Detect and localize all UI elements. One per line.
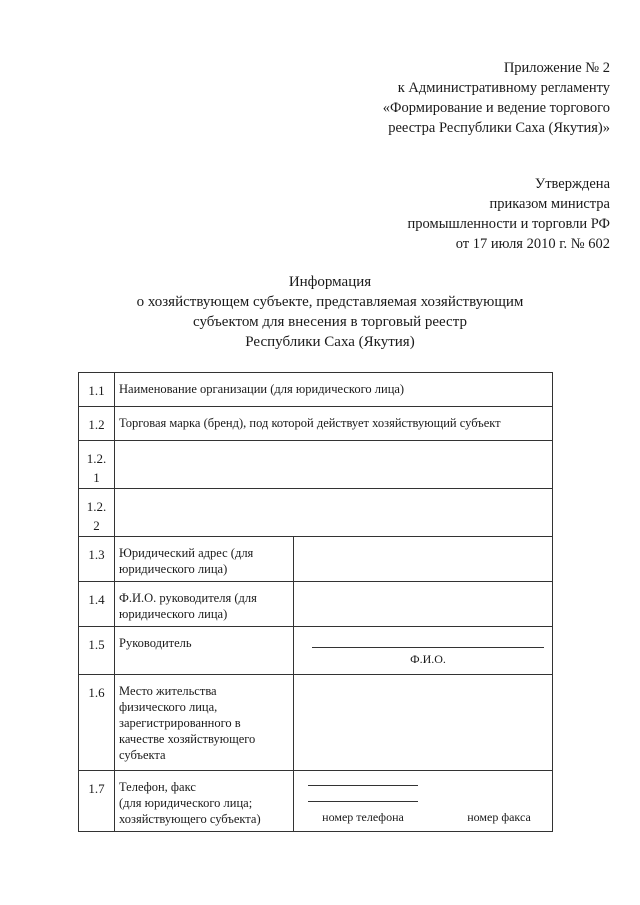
value-cell[interactable] (115, 489, 553, 537)
phone-line (308, 801, 418, 802)
phone-caption: номер телефона (322, 810, 404, 824)
appendix-line: к Административному регламенту (397, 80, 610, 96)
row-number: 1.4 (79, 582, 115, 627)
phone-fax-cell[interactable] (294, 771, 553, 832)
value-cell[interactable] (294, 582, 553, 627)
label-line: юридического лица) (119, 607, 228, 621)
label-line: (для юридического лица; (119, 796, 253, 810)
row-number (79, 441, 115, 489)
row-number: 1.5 (79, 627, 115, 675)
title-line: субъектом для внесения в торговый реестр (193, 314, 467, 330)
title-line: Республики Саха (Якутия) (245, 334, 415, 350)
label-line: Юридический адрес (для (119, 546, 254, 560)
row-number: 1.7 (79, 771, 115, 832)
value-cell[interactable] (115, 441, 553, 489)
document-title (60, 272, 600, 352)
title-line: Информация (288, 274, 372, 290)
signature-cell[interactable] (294, 627, 553, 675)
form-row (79, 627, 553, 675)
label-line: хозяйствующего субъекта) (119, 812, 261, 826)
label-line: Ф.И.О. руководителя (для (119, 591, 257, 605)
form-row (79, 675, 553, 771)
fio-caption: Ф.И.О. (410, 652, 446, 666)
row-number-part: 1.2. (86, 499, 107, 514)
label-line: качестве хозяйствующего (119, 732, 256, 746)
form-row (79, 489, 553, 537)
row-label (115, 537, 294, 582)
label-line: Место жительства (119, 684, 217, 698)
row-number: 1.3 (79, 537, 115, 582)
approval-line: промышленности и торговли РФ (407, 216, 610, 232)
row-number-part: 1 (93, 470, 100, 485)
form-row (79, 771, 553, 832)
row-label: Руководитель (115, 627, 294, 675)
appendix-line: реестра Республики Саха (Якутия)» (388, 120, 610, 136)
row-number-part: 1.2. (86, 451, 107, 466)
phone-line-top (308, 785, 418, 786)
title-line: о хозяйствующем субъекте, представляемая хозяйствующим (136, 294, 524, 310)
form-row (79, 407, 553, 441)
row-label (115, 675, 294, 771)
form-row (79, 441, 553, 489)
signature-line (312, 647, 544, 648)
form-row (79, 582, 553, 627)
label-line: субъекта (119, 748, 166, 762)
row-label (115, 771, 294, 832)
appendix-line: «Формирование и ведение торгового (382, 100, 610, 116)
value-cell[interactable] (294, 537, 553, 582)
fax-caption: номер факса (467, 810, 531, 824)
approval-header (408, 174, 610, 254)
row-number-part: 2 (93, 518, 100, 533)
label-line: Телефон, факс (119, 780, 196, 794)
approval-line: приказом министра (489, 196, 610, 212)
row-label: Торговая марка (бренд), под которой действует хозяйствующий субъект (115, 407, 553, 441)
row-number (79, 489, 115, 537)
approval-line: Утверждена (534, 176, 610, 192)
approval-line: от 17 июля 2010 г. № 602 (455, 236, 610, 252)
appendix-header (383, 58, 610, 138)
label-line: юридического лица) (119, 562, 228, 576)
label-line: физического лица, (119, 700, 218, 714)
info-form-table (78, 372, 553, 832)
row-number: 1.1 (79, 373, 115, 407)
form-row (79, 373, 553, 407)
row-label: Наименование организации (для юридического лица) (115, 373, 553, 407)
form-row (79, 537, 553, 582)
label-line: зарегистрированного в (119, 716, 241, 730)
row-number: 1.2 (79, 407, 115, 441)
row-number: 1.6 (79, 675, 115, 771)
appendix-line: Приложение № 2 (503, 60, 610, 76)
row-label (115, 582, 294, 627)
value-cell[interactable] (294, 675, 553, 771)
